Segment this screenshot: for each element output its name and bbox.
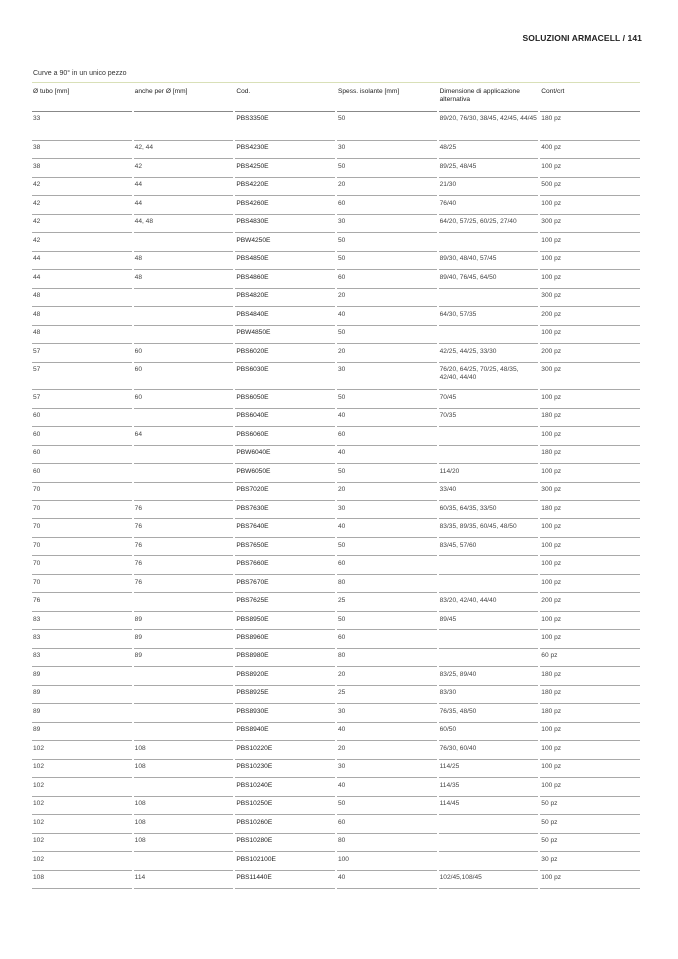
- cell-also-for: [134, 852, 234, 870]
- cell-units-per-box: 300 pz: [540, 363, 640, 391]
- cell-pipe-diameter: 57: [32, 390, 132, 408]
- cell-pipe-diameter: 57: [32, 363, 132, 391]
- cell-also-for: [134, 704, 234, 722]
- cell-alternative-size: 83/35, 89/35, 60/45, 48/50: [439, 519, 539, 537]
- cell-alternative-size: [439, 649, 539, 667]
- cell-alternative-size: 33/40: [439, 483, 539, 501]
- table-row: [32, 159, 640, 177]
- cell-code: PBS8925E: [235, 686, 335, 704]
- cell-units-per-box: 100 pz: [540, 427, 640, 445]
- cell-insulation-thickness: 50: [337, 159, 437, 177]
- cell-alternative-size: 114/20: [439, 464, 539, 482]
- cell-code: PBS3350E: [235, 112, 335, 141]
- cell-pipe-diameter: 33: [32, 112, 132, 141]
- cell-insulation-thickness: 60: [337, 270, 437, 288]
- table-row: [32, 871, 640, 889]
- cell-also-for: [134, 723, 234, 741]
- table-row: [32, 575, 640, 593]
- cell-pipe-diameter: 57: [32, 344, 132, 362]
- cell-units-per-box: 100 pz: [540, 326, 640, 344]
- cell-pipe-diameter: 38: [32, 159, 132, 177]
- cell-code: PBS6030E: [235, 363, 335, 391]
- cell-insulation-thickness: 50: [337, 797, 437, 815]
- cell-code: PBS10250E: [235, 797, 335, 815]
- cell-also-for: 76: [134, 501, 234, 519]
- cell-pipe-diameter: 48: [32, 289, 132, 307]
- cell-units-per-box: 30 pz: [540, 852, 640, 870]
- cell-insulation-thickness: 20: [337, 667, 437, 685]
- cell-pipe-diameter: 60: [32, 427, 132, 445]
- cell-pipe-diameter: 70: [32, 538, 132, 556]
- cell-alternative-size: 83/30: [439, 686, 539, 704]
- cell-also-for: 114: [134, 871, 234, 889]
- cell-code: PBS10280E: [235, 834, 335, 852]
- cell-also-for: 89: [134, 649, 234, 667]
- cell-pipe-diameter: 70: [32, 556, 132, 574]
- cell-insulation-thickness: 30: [337, 363, 437, 391]
- cell-insulation-thickness: 50: [337, 390, 437, 408]
- cell-units-per-box: 100 pz: [540, 741, 640, 759]
- cell-also-for: [134, 233, 234, 251]
- table-row: [32, 741, 640, 759]
- cell-pipe-diameter: 102: [32, 834, 132, 852]
- cell-code: PBS4250E: [235, 159, 335, 177]
- cell-also-for: 44, 48: [134, 215, 234, 233]
- cell-units-per-box: 300 pz: [540, 289, 640, 307]
- table-row: [32, 834, 640, 852]
- cell-insulation-thickness: 25: [337, 686, 437, 704]
- cell-code: PBS7650E: [235, 538, 335, 556]
- cell-also-for: 64: [134, 427, 234, 445]
- table-row: [32, 797, 640, 815]
- cell-also-for: 108: [134, 797, 234, 815]
- cell-insulation-thickness: 60: [337, 815, 437, 833]
- cell-alternative-size: 83/25, 89/40: [439, 667, 539, 685]
- table-row: [32, 270, 640, 288]
- cell-alternative-size: [439, 575, 539, 593]
- cell-insulation-thickness: 25: [337, 593, 437, 611]
- cell-also-for: 44: [134, 178, 234, 196]
- cell-code: PBS7630E: [235, 501, 335, 519]
- cell-code: PBS8940E: [235, 723, 335, 741]
- caption-divider: [32, 82, 640, 83]
- cell-code: PBS6060E: [235, 427, 335, 445]
- cell-insulation-thickness: 40: [337, 446, 437, 464]
- cell-insulation-thickness: 40: [337, 871, 437, 889]
- cell-also-for: 76: [134, 519, 234, 537]
- cell-alternative-size: [439, 446, 539, 464]
- table-row: [32, 307, 640, 325]
- cell-insulation-thickness: 50: [337, 112, 437, 141]
- cell-insulation-thickness: 20: [337, 344, 437, 362]
- cell-pipe-diameter: 89: [32, 704, 132, 722]
- cell-also-for: [134, 686, 234, 704]
- cell-also-for: [134, 483, 234, 501]
- cell-alternative-size: 21/30: [439, 178, 539, 196]
- cell-alternative-size: 60/35, 64/35, 33/50: [439, 501, 539, 519]
- cell-code: PBS7660E: [235, 556, 335, 574]
- cell-pipe-diameter: 42: [32, 215, 132, 233]
- cell-also-for: 60: [134, 390, 234, 408]
- cell-insulation-thickness: 60: [337, 427, 437, 445]
- col-header-code: Cod.: [235, 84, 335, 112]
- cell-pipe-diameter: 70: [32, 519, 132, 537]
- cell-also-for: 44: [134, 196, 234, 214]
- cell-pipe-diameter: 70: [32, 483, 132, 501]
- cell-alternative-size: 89/40, 76/45, 64/50: [439, 270, 539, 288]
- cell-code: PBS8960E: [235, 630, 335, 648]
- cell-also-for: 60: [134, 363, 234, 391]
- cell-code: PBS8920E: [235, 667, 335, 685]
- cell-pipe-diameter: 83: [32, 649, 132, 667]
- cell-code: PBW6040E: [235, 446, 335, 464]
- cell-code: PBS102100E: [235, 852, 335, 870]
- cell-alternative-size: 89/45: [439, 612, 539, 630]
- cell-pipe-diameter: 48: [32, 326, 132, 344]
- cell-also-for: 42, 44: [134, 141, 234, 159]
- cell-also-for: 48: [134, 252, 234, 270]
- cell-code: PBS8950E: [235, 612, 335, 630]
- cell-also-for: 108: [134, 815, 234, 833]
- cell-code: PBS4820E: [235, 289, 335, 307]
- table-row: [32, 215, 640, 233]
- cell-also-for: [134, 307, 234, 325]
- cell-insulation-thickness: 30: [337, 501, 437, 519]
- cell-code: PBS10240E: [235, 778, 335, 796]
- cell-code: PBS6020E: [235, 344, 335, 362]
- cell-units-per-box: 100 pz: [540, 519, 640, 537]
- cell-insulation-thickness: 20: [337, 289, 437, 307]
- running-header: SOLUZIONI ARMACELL / 141: [522, 33, 642, 43]
- table-row: [32, 233, 640, 251]
- cell-code: PBS10260E: [235, 815, 335, 833]
- cell-code: PBW4850E: [235, 326, 335, 344]
- cell-units-per-box: 100 pz: [540, 270, 640, 288]
- cell-code: PBS4260E: [235, 196, 335, 214]
- cell-units-per-box: 100 pz: [540, 390, 640, 408]
- cell-pipe-diameter: 42: [32, 233, 132, 251]
- table-row: [32, 612, 640, 630]
- cell-code: PBS8980E: [235, 649, 335, 667]
- table-row: [32, 815, 640, 833]
- table-row: [32, 704, 640, 722]
- table-row: [32, 556, 640, 574]
- cell-units-per-box: 100 pz: [540, 778, 640, 796]
- cell-units-per-box: 100 pz: [540, 196, 640, 214]
- cell-units-per-box: 180 pz: [540, 446, 640, 464]
- cell-pipe-diameter: 83: [32, 630, 132, 648]
- cell-insulation-thickness: 80: [337, 834, 437, 852]
- cell-code: PBS7640E: [235, 519, 335, 537]
- cell-insulation-thickness: 80: [337, 649, 437, 667]
- cell-alternative-size: [439, 556, 539, 574]
- cell-also-for: [134, 112, 234, 141]
- cell-alternative-size: 114/35: [439, 778, 539, 796]
- table-row: [32, 446, 640, 464]
- cell-also-for: 76: [134, 556, 234, 574]
- table-row: [32, 427, 640, 445]
- cell-units-per-box: 200 pz: [540, 307, 640, 325]
- cell-also-for: 76: [134, 575, 234, 593]
- table-row: [32, 649, 640, 667]
- cell-units-per-box: 50 pz: [540, 834, 640, 852]
- cell-units-per-box: 400 pz: [540, 141, 640, 159]
- cell-pipe-diameter: 60: [32, 464, 132, 482]
- cell-units-per-box: 180 pz: [540, 686, 640, 704]
- cell-alternative-size: 89/25, 48/45: [439, 159, 539, 177]
- cell-insulation-thickness: 100: [337, 852, 437, 870]
- table-caption: Curve a 90° in un unico pezzo: [33, 70, 127, 77]
- cell-alternative-size: 114/45: [439, 797, 539, 815]
- cell-units-per-box: 180 pz: [540, 667, 640, 685]
- cell-code: PBS10220E: [235, 741, 335, 759]
- cell-pipe-diameter: 108: [32, 871, 132, 889]
- cell-code: PBW4250E: [235, 233, 335, 251]
- cell-pipe-diameter: 102: [32, 778, 132, 796]
- cell-pipe-diameter: 76: [32, 593, 132, 611]
- cell-insulation-thickness: 40: [337, 723, 437, 741]
- cell-pipe-diameter: 89: [32, 686, 132, 704]
- cell-insulation-thickness: 80: [337, 575, 437, 593]
- table-row: [32, 344, 640, 362]
- cell-alternative-size: 89/30, 48/40, 57/45: [439, 252, 539, 270]
- cell-alternative-size: 76/35, 48/50: [439, 704, 539, 722]
- cell-insulation-thickness: 60: [337, 196, 437, 214]
- cell-alternative-size: [439, 815, 539, 833]
- cell-insulation-thickness: 30: [337, 215, 437, 233]
- cell-alternative-size: 48/25: [439, 141, 539, 159]
- cell-insulation-thickness: 30: [337, 760, 437, 778]
- cell-insulation-thickness: 40: [337, 307, 437, 325]
- cell-also-for: 108: [134, 834, 234, 852]
- cell-units-per-box: 300 pz: [540, 215, 640, 233]
- cell-alternative-size: 70/35: [439, 409, 539, 427]
- cell-also-for: [134, 289, 234, 307]
- cell-code: PBS4830E: [235, 215, 335, 233]
- cell-units-per-box: 100 pz: [540, 538, 640, 556]
- cell-insulation-thickness: 30: [337, 141, 437, 159]
- cell-pipe-diameter: 42: [32, 178, 132, 196]
- table-row: [32, 501, 640, 519]
- cell-alternative-size: 102/45,108/45: [439, 871, 539, 889]
- cell-pipe-diameter: 89: [32, 667, 132, 685]
- cell-pipe-diameter: 44: [32, 252, 132, 270]
- table-row: [32, 289, 640, 307]
- cell-also-for: [134, 593, 234, 611]
- cell-code: PBS7670E: [235, 575, 335, 593]
- cell-units-per-box: 300 pz: [540, 483, 640, 501]
- table-row: [32, 196, 640, 214]
- cell-units-per-box: 100 pz: [540, 871, 640, 889]
- col-header-pipe-diameter: Ø tubo [mm]: [32, 84, 132, 112]
- cell-units-per-box: 50 pz: [540, 797, 640, 815]
- cell-pipe-diameter: 42: [32, 196, 132, 214]
- cell-code: PBS11440E: [235, 871, 335, 889]
- table-row: [32, 363, 640, 391]
- cell-also-for: [134, 464, 234, 482]
- cell-code: PBW6050E: [235, 464, 335, 482]
- cell-insulation-thickness: 20: [337, 178, 437, 196]
- cell-alternative-size: 42/25, 44/25, 33/30: [439, 344, 539, 362]
- cell-insulation-thickness: 40: [337, 519, 437, 537]
- cell-insulation-thickness: 20: [337, 483, 437, 501]
- table-row: [32, 778, 640, 796]
- cell-pipe-diameter: 102: [32, 741, 132, 759]
- table-row: [32, 252, 640, 270]
- table-row: [32, 723, 640, 741]
- cell-insulation-thickness: 30: [337, 704, 437, 722]
- table-row: [32, 593, 640, 611]
- cell-code: PBS10230E: [235, 760, 335, 778]
- cell-code: PBS7020E: [235, 483, 335, 501]
- cell-insulation-thickness: 50: [337, 233, 437, 251]
- col-header-insulation-thickness: Spess. isolante [mm]: [337, 84, 437, 112]
- cell-also-for: 76: [134, 538, 234, 556]
- cell-units-per-box: 180 pz: [540, 409, 640, 427]
- cell-units-per-box: 100 pz: [540, 233, 640, 251]
- table-row: [32, 630, 640, 648]
- cell-alternative-size: [439, 427, 539, 445]
- cell-units-per-box: 200 pz: [540, 593, 640, 611]
- cell-also-for: 108: [134, 741, 234, 759]
- product-table: [30, 84, 642, 889]
- cell-alternative-size: [439, 630, 539, 648]
- table-row: [32, 390, 640, 408]
- cell-alternative-size: 76/40: [439, 196, 539, 214]
- cell-also-for: 48: [134, 270, 234, 288]
- cell-alternative-size: 114/25: [439, 760, 539, 778]
- cell-code: PBS8930E: [235, 704, 335, 722]
- cell-units-per-box: 100 pz: [540, 159, 640, 177]
- cell-pipe-diameter: 102: [32, 815, 132, 833]
- cell-insulation-thickness: 50: [337, 326, 437, 344]
- cell-pipe-diameter: 89: [32, 723, 132, 741]
- cell-code: PBS6050E: [235, 390, 335, 408]
- cell-alternative-size: 76/20, 64/25, 70/25, 48/35, 42/40, 44/40: [439, 363, 539, 391]
- cell-units-per-box: 60 pz: [540, 649, 640, 667]
- cell-insulation-thickness: 50: [337, 252, 437, 270]
- cell-units-per-box: 200 pz: [540, 344, 640, 362]
- cell-insulation-thickness: 60: [337, 630, 437, 648]
- cell-alternative-size: 76/30, 60/40: [439, 741, 539, 759]
- col-header-alternative-size: Dimensione di applicazione alternativa: [439, 84, 539, 112]
- cell-also-for: [134, 667, 234, 685]
- cell-alternative-size: [439, 834, 539, 852]
- cell-code: PBS4230E: [235, 141, 335, 159]
- cell-alternative-size: 83/45, 57/60: [439, 538, 539, 556]
- cell-pipe-diameter: 70: [32, 575, 132, 593]
- cell-also-for: [134, 778, 234, 796]
- cell-insulation-thickness: 50: [337, 538, 437, 556]
- cell-pipe-diameter: 60: [32, 409, 132, 427]
- table-row: [32, 112, 640, 141]
- cell-pipe-diameter: 102: [32, 797, 132, 815]
- cell-alternative-size: 83/20, 42/40, 44/40: [439, 593, 539, 611]
- cell-code: PBS4220E: [235, 178, 335, 196]
- cell-code: PBS4850E: [235, 252, 335, 270]
- col-header-also-for: anche per Ø [mm]: [134, 84, 234, 112]
- cell-units-per-box: 100 pz: [540, 464, 640, 482]
- cell-insulation-thickness: 60: [337, 556, 437, 574]
- table-row: [32, 178, 640, 196]
- table-row: [32, 852, 640, 870]
- cell-pipe-diameter: 70: [32, 501, 132, 519]
- cell-alternative-size: [439, 852, 539, 870]
- cell-code: PBS7625E: [235, 593, 335, 611]
- cell-also-for: 89: [134, 630, 234, 648]
- cell-insulation-thickness: 40: [337, 409, 437, 427]
- table-row: [32, 409, 640, 427]
- cell-pipe-diameter: 102: [32, 852, 132, 870]
- cell-alternative-size: 64/30, 57/35: [439, 307, 539, 325]
- cell-units-per-box: 180 pz: [540, 112, 640, 141]
- cell-alternative-size: 64/20, 57/25, 60/25, 27/40: [439, 215, 539, 233]
- cell-also-for: [134, 446, 234, 464]
- cell-pipe-diameter: 60: [32, 446, 132, 464]
- table-row: [32, 667, 640, 685]
- cell-insulation-thickness: 40: [337, 778, 437, 796]
- table-row: [32, 519, 640, 537]
- cell-also-for: [134, 326, 234, 344]
- cell-units-per-box: 100 pz: [540, 612, 640, 630]
- cell-alternative-size: [439, 326, 539, 344]
- cell-pipe-diameter: 48: [32, 307, 132, 325]
- table-row: [32, 538, 640, 556]
- cell-units-per-box: 100 pz: [540, 556, 640, 574]
- cell-insulation-thickness: 20: [337, 741, 437, 759]
- cell-alternative-size: [439, 289, 539, 307]
- col-header-units-per-box: Cont/crt: [540, 84, 640, 112]
- table-header-row: [32, 84, 640, 112]
- cell-also-for: 60: [134, 344, 234, 362]
- cell-pipe-diameter: 44: [32, 270, 132, 288]
- cell-pipe-diameter: 38: [32, 141, 132, 159]
- cell-units-per-box: 100 pz: [540, 760, 640, 778]
- cell-alternative-size: [439, 233, 539, 251]
- cell-units-per-box: 100 pz: [540, 630, 640, 648]
- table-row: [32, 686, 640, 704]
- table-row: [32, 141, 640, 159]
- table-row: [32, 760, 640, 778]
- cell-also-for: 89: [134, 612, 234, 630]
- cell-code: PBS4860E: [235, 270, 335, 288]
- table-row: [32, 326, 640, 344]
- cell-also-for: 108: [134, 760, 234, 778]
- table-row: [32, 483, 640, 501]
- cell-alternative-size: 70/45: [439, 390, 539, 408]
- table-row: [32, 464, 640, 482]
- cell-code: PBS6040E: [235, 409, 335, 427]
- cell-also-for: 42: [134, 159, 234, 177]
- cell-units-per-box: 500 pz: [540, 178, 640, 196]
- cell-pipe-diameter: 83: [32, 612, 132, 630]
- cell-alternative-size: 60/50: [439, 723, 539, 741]
- cell-also-for: [134, 409, 234, 427]
- cell-units-per-box: 180 pz: [540, 704, 640, 722]
- cell-units-per-box: 100 pz: [540, 252, 640, 270]
- cell-insulation-thickness: 50: [337, 612, 437, 630]
- cell-pipe-diameter: 102: [32, 760, 132, 778]
- cell-code: PBS4840E: [235, 307, 335, 325]
- cell-alternative-size: 89/20, 76/30, 38/45, 42/45, 44/45: [439, 112, 539, 141]
- cell-units-per-box: 100 pz: [540, 723, 640, 741]
- cell-units-per-box: 50 pz: [540, 815, 640, 833]
- cell-units-per-box: 100 pz: [540, 575, 640, 593]
- cell-units-per-box: 180 pz: [540, 501, 640, 519]
- cell-insulation-thickness: 50: [337, 464, 437, 482]
